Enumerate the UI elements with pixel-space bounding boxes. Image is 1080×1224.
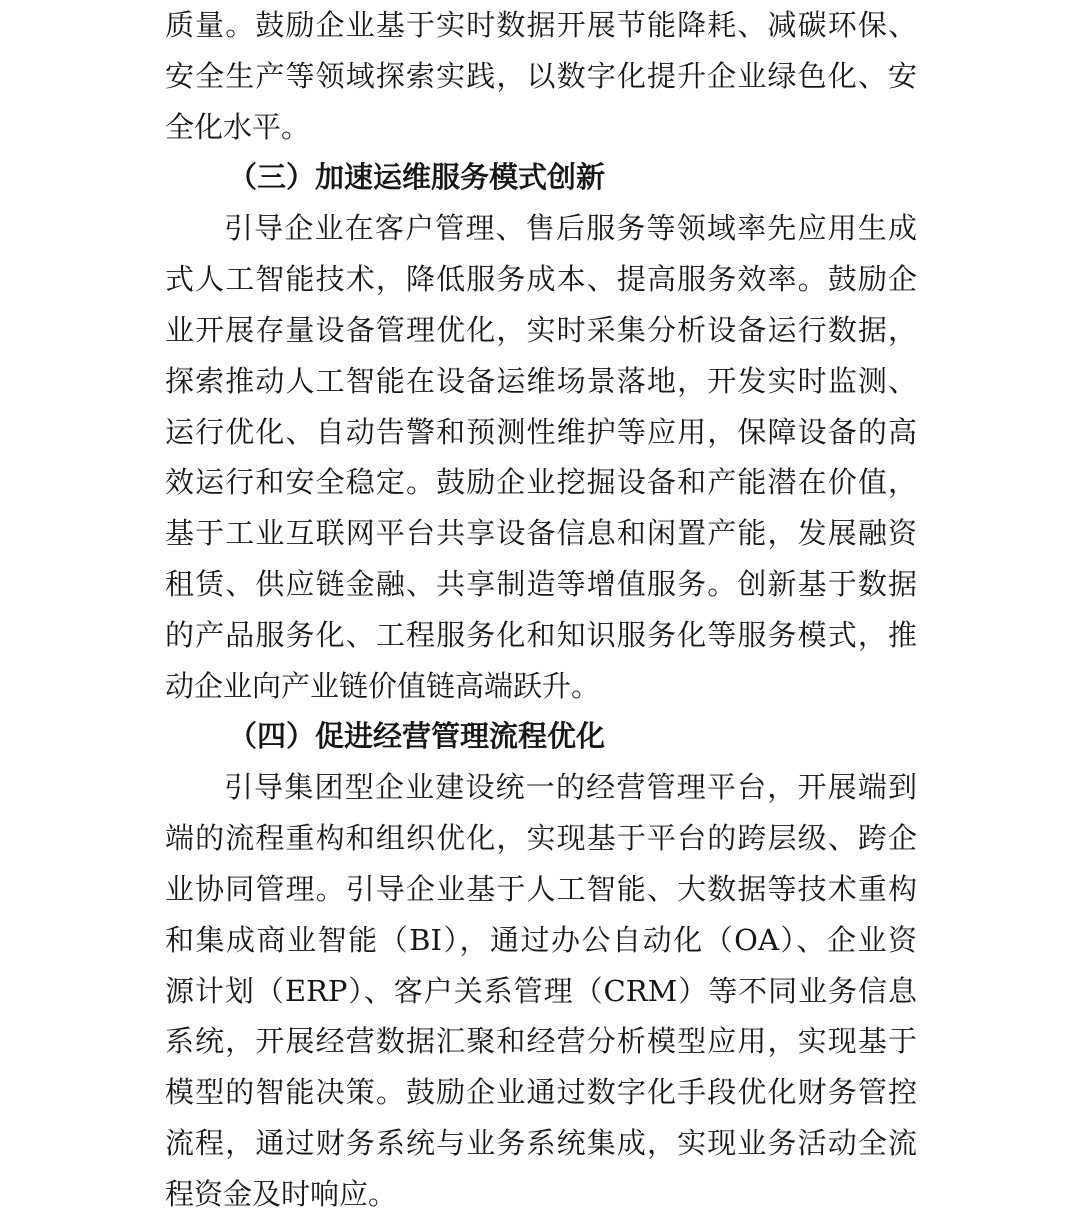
paragraph-line: 业开展存量设备管理优化，实时采集分析设备运行数据， [165, 313, 917, 347]
paragraph-line: 端的流程重构和组织优化，实现基于平台的跨层级、跨企 [165, 821, 917, 855]
paragraph-line: 租赁、供应链金融、共享制造等增值服务。创新基于数据 [165, 567, 917, 601]
paragraph-line: 和集成商业智能（BI），通过办公自动化（OA）、企业资 [165, 923, 917, 957]
section-heading-4: （四）促进经营管理流程优化 [228, 719, 606, 753]
paragraph-line: 运行优化、自动告警和预测性维护等应用，保障设备的高 [165, 415, 917, 449]
paragraph-line: 效运行和安全稳定。鼓励企业挖掘设备和产能潜在价值， [165, 465, 917, 499]
paragraph-line: 引导集团型企业建设统一的经营管理平台，开展端到 [224, 770, 917, 804]
paragraph-line: 基于工业互联网平台共享设备信息和闲置产能，发展融资 [165, 516, 917, 550]
paragraph-line: 式人工智能技术，降低服务成本、提高服务效率。鼓励企 [165, 262, 917, 296]
paragraph-line: 探索推动人工智能在设备运维场景落地，开发实时监测、 [165, 364, 917, 398]
paragraph-line: 引导企业在客户管理、售后服务等领域率先应用生成 [224, 211, 917, 245]
paragraph-line: 源计划（ERP）、客户关系管理（CRM）等不同业务信息 [165, 974, 917, 1008]
paragraph-line: 动企业向产业链价值链高端跃升。 [165, 669, 601, 703]
paragraph-line: 安全生产等领域探索实践，以数字化提升企业绿色化、安 [165, 59, 917, 93]
paragraph-line: 业协同管理。引导企业基于人工智能、大数据等技术重构 [165, 872, 917, 906]
section-heading-3: （三）加速运维服务模式创新 [228, 160, 606, 194]
paragraph-line: 模型的智能决策。鼓励企业通过数字化手段优化财务管控 [165, 1075, 917, 1109]
paragraph-line: 程资金及时响应。 [165, 1177, 398, 1211]
paragraph-line: 质量。鼓励企业基于实时数据开展节能降耗、减碳环保、 [165, 8, 917, 42]
paragraph-line: 流程，通过财务系统与业务系统集成，实现业务活动全流 [165, 1126, 917, 1160]
paragraph-line: 系统，开展经营数据汇聚和经营分析模型应用，实现基于 [165, 1024, 917, 1058]
paragraph-line: 全化水平。 [165, 110, 311, 144]
paragraph-line: 的产品服务化、工程服务化和知识服务化等服务模式，推 [165, 618, 917, 652]
